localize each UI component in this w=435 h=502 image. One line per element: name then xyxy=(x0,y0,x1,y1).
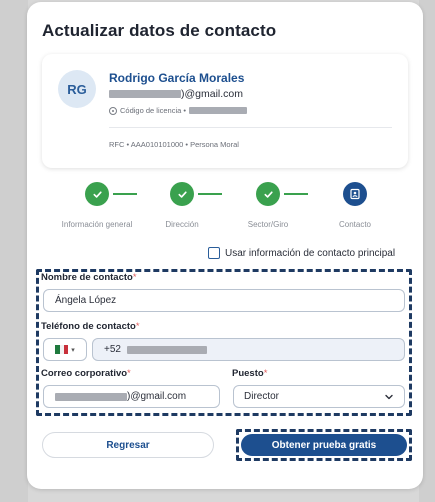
step-4-circle xyxy=(343,182,367,206)
license-label: Código de licencia • xyxy=(120,106,186,115)
profile-name: Rodrigo García Morales xyxy=(109,71,245,85)
chevron-down-icon xyxy=(384,392,394,402)
trial-button-focus-ring xyxy=(236,429,412,461)
rfc-line: RFC • AAA010101000 • Persona Moral xyxy=(109,140,239,149)
redacted-phone xyxy=(127,346,207,354)
dialog-title: Actualizar datos de contacto xyxy=(42,21,277,40)
profile-card xyxy=(42,54,408,168)
phone-input[interactable] xyxy=(92,338,405,361)
use-main-contact-checkbox[interactable] xyxy=(208,247,220,259)
check-icon xyxy=(92,189,103,200)
check-icon xyxy=(263,189,274,200)
contact-form xyxy=(36,269,412,416)
step-1-circle xyxy=(85,182,109,206)
contact-card-icon xyxy=(349,188,361,200)
redacted-license xyxy=(189,107,247,114)
get-free-trial-button[interactable]: Obtener prueba gratis xyxy=(241,434,407,456)
email-suffix: )@gmail.com xyxy=(127,391,187,402)
step-3-circle xyxy=(256,182,280,206)
use-main-contact-option[interactable] xyxy=(208,247,395,259)
step-4-label: Contacto xyxy=(338,220,372,229)
position-select[interactable] xyxy=(233,385,405,408)
check-icon xyxy=(177,189,188,200)
step-2-circle xyxy=(170,182,194,206)
redacted-email xyxy=(55,393,127,401)
step-connector-2 xyxy=(198,193,222,195)
back-button[interactable]: Regresar xyxy=(42,432,214,458)
profile-email xyxy=(109,88,243,100)
phone-prefix: +52 xyxy=(104,344,121,355)
redacted-email-prefix xyxy=(109,90,181,98)
license-row xyxy=(109,106,247,115)
step-2-label: Dirección xyxy=(165,220,199,229)
card-divider xyxy=(109,127,392,128)
country-code-selector[interactable] xyxy=(43,338,87,361)
email-label: Correo corporativo* xyxy=(41,368,131,379)
mexico-flag-icon xyxy=(55,345,68,354)
chevron-down-icon: ▾ xyxy=(71,346,75,354)
progress-stepper xyxy=(27,178,423,238)
contact-name-input[interactable]: Ángela López xyxy=(43,289,405,312)
profile-email-suffix: )@gmail.com xyxy=(181,88,244,100)
license-icon xyxy=(109,107,117,115)
email-input[interactable] xyxy=(43,385,220,408)
phone-label: Teléfono de contacto* xyxy=(41,321,140,332)
backdrop-left xyxy=(0,0,28,502)
step-1-label: Información general xyxy=(61,220,133,229)
step-3-label: Sector/Giro xyxy=(247,220,289,229)
step-connector-1 xyxy=(113,193,137,195)
use-main-contact-label: Usar información de contacto principal xyxy=(225,247,396,259)
position-value: Director xyxy=(244,391,280,402)
position-label: Puesto* xyxy=(232,368,268,379)
update-contact-dialog xyxy=(27,2,423,489)
step-connector-3 xyxy=(284,193,308,195)
avatar: RG xyxy=(58,70,96,108)
contact-name-label: Nombre de contacto* xyxy=(41,272,137,283)
